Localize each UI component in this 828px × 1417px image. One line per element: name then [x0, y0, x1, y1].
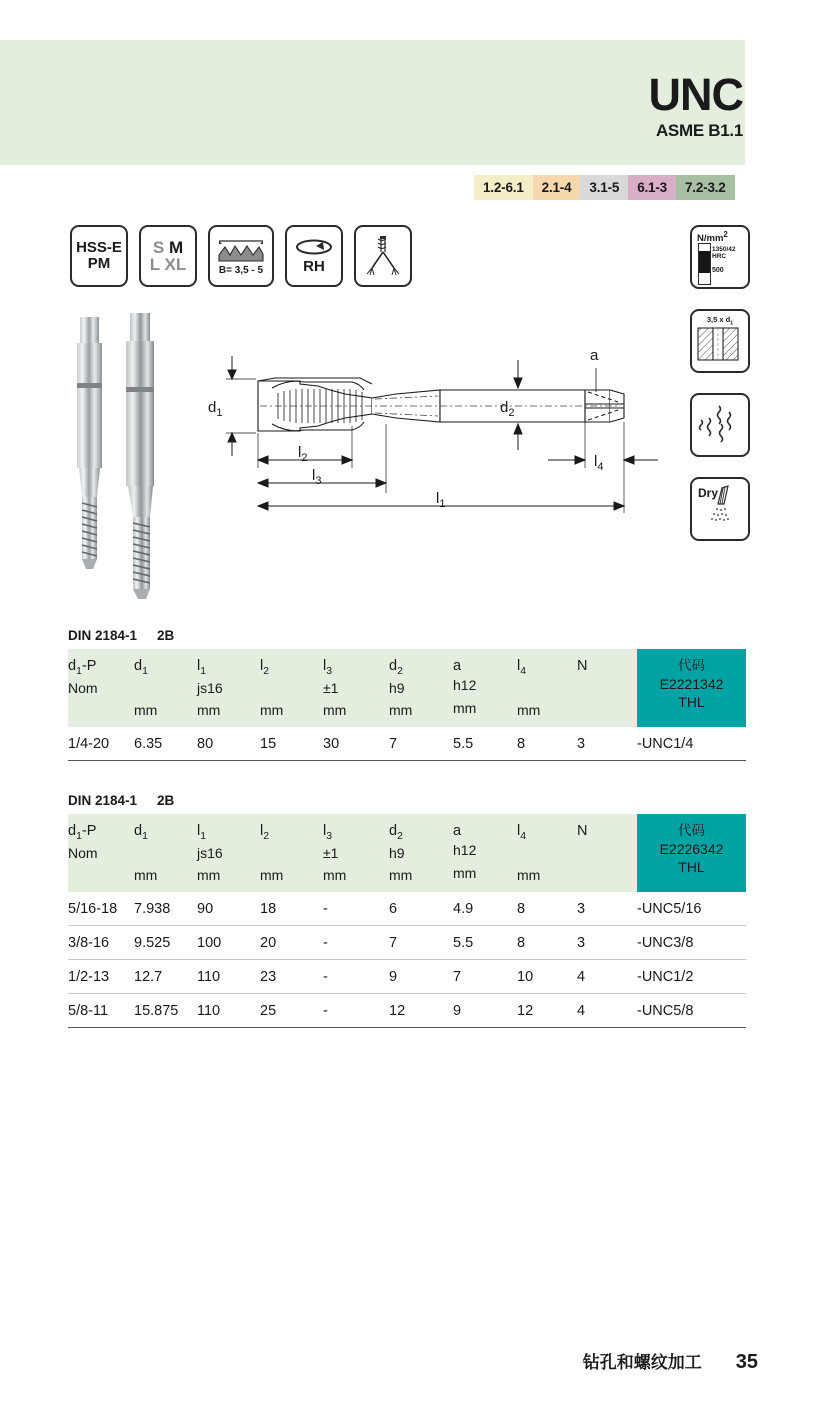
dry-spray-graphic	[710, 484, 744, 528]
size-range-icon	[139, 225, 197, 287]
tap-left	[77, 317, 102, 569]
footer-page-number: 35	[735, 1351, 758, 1373]
label-d2: $d_2$	[500, 399, 515, 419]
cell-r3-c7: 12	[517, 993, 577, 1027]
cell-r0-c0: 1/4-20	[68, 727, 134, 761]
rotation-arrow-graphic	[293, 237, 335, 257]
cell-r0-c8: 3	[577, 892, 637, 926]
material-group-chips	[474, 175, 735, 200]
table-row	[68, 727, 746, 761]
table-row	[68, 892, 746, 926]
cell-r1-c0: 3/8-16	[68, 925, 134, 959]
material-chip-4: 7.2-3.2	[676, 175, 735, 200]
spec-table-2-wrap	[68, 793, 746, 1028]
cell-r0-c9: -UNC5/16	[637, 892, 746, 926]
cell-r0-c2: 90	[197, 892, 260, 926]
table-row	[68, 925, 746, 959]
cell-r1-c4: -	[323, 925, 389, 959]
table-2-col-2: $l_1$ js16 mm	[197, 814, 260, 892]
cell-r0-c7: 8	[517, 727, 577, 761]
chamfer-label: B= 3,5 - 5	[218, 264, 264, 276]
cell-r3-c8: 4	[577, 993, 637, 1027]
cell-r0-c9: -UNC1/4	[637, 727, 746, 761]
cell-r1-c6: 5.5	[453, 925, 517, 959]
label-l1: $l_1$	[436, 490, 446, 510]
material-chip-2: 3.1-5	[580, 175, 628, 200]
chips-graphic	[697, 402, 743, 446]
cell-r0-c3: 15	[260, 727, 323, 761]
cell-r3-c6: 9	[453, 993, 517, 1027]
hole-depth-sub: 1	[730, 320, 734, 327]
cell-r0-c3: 18	[260, 892, 323, 926]
hss-line2: PM	[87, 255, 111, 272]
cell-r1-c3: 20	[260, 925, 323, 959]
cell-r3-c5: 12	[389, 993, 453, 1027]
cell-r0-c5: 6	[389, 892, 453, 926]
flute-form-graphic	[364, 234, 402, 278]
label-l3: $l_3$	[312, 467, 322, 487]
feature-icon-row	[70, 225, 412, 287]
cell-r1-c1: 9.525	[134, 925, 197, 959]
table-1-col-2: $l_1$ js16 mm	[197, 649, 260, 727]
label-d1: $d_1$	[208, 399, 223, 419]
table-1-col-1: $d_1$ mm	[134, 649, 197, 727]
cell-r3-c1: 15.875	[134, 993, 197, 1027]
hss-line1: HSS-E	[76, 238, 122, 256]
cell-r0-c4: 30	[323, 727, 389, 761]
page-subtitle: ASME B1.1	[655, 121, 743, 140]
coolant-label: Dry	[698, 486, 719, 500]
table-2-code-header: 代码 E2226342 THL	[637, 814, 746, 892]
cell-r2-c5: 9	[389, 959, 453, 993]
hardness-upper-label: 1350/42 HRC	[712, 246, 736, 260]
hole-depth-label: 3,5 x d	[706, 315, 731, 324]
cell-r1-c2: 100	[197, 925, 260, 959]
cell-r2-c2: 110	[197, 959, 260, 993]
cell-r2-c7: 10	[517, 959, 577, 993]
hardness-unit-exp: 2	[723, 230, 728, 239]
label-a: a	[590, 347, 599, 364]
material-chip-0: 1.2-6.1	[474, 175, 533, 200]
hardness-bar	[698, 243, 711, 285]
page-footer	[0, 1348, 828, 1374]
cell-r0-c4: -	[323, 892, 389, 926]
spec-table-2	[68, 814, 746, 1028]
table-1-body	[68, 727, 746, 761]
cell-r1-c9: -UNC3/8	[637, 925, 746, 959]
chamfer-profile-graphic	[216, 237, 266, 263]
size-l: L	[149, 255, 160, 274]
table-1-header-row	[68, 649, 746, 727]
cell-r3-c2: 110	[197, 993, 260, 1027]
table-1-class: 2B	[157, 628, 175, 643]
table-1-standard-name: DIN 2184-1	[68, 628, 138, 643]
cell-r0-c2: 80	[197, 727, 260, 761]
table-1-col-3: $l_2$ mm	[260, 649, 323, 727]
label-l2: $l_2$	[298, 444, 308, 464]
cell-r3-c9: -UNC5/8	[637, 993, 746, 1027]
cell-r3-c4: -	[323, 993, 389, 1027]
table-1-code-header: 代码 E2221342 THL	[637, 649, 746, 727]
size-m: M	[168, 238, 184, 257]
cell-r0-c1: 6.35	[134, 727, 197, 761]
material-chip-3: 6.1-3	[628, 175, 676, 200]
hardness-unit: N/mm	[697, 233, 724, 245]
table-2-header-row	[68, 814, 746, 892]
cell-r1-c8: 3	[577, 925, 637, 959]
hole-depth-icon	[690, 309, 750, 373]
table-1-col-4: $l_3$ ±1 mm	[323, 649, 389, 727]
cell-r0-c6: 5.5	[453, 727, 517, 761]
chip-form-icon	[690, 393, 750, 457]
cell-r2-c9: -UNC1/2	[637, 959, 746, 993]
table-2-class: 2B	[157, 793, 175, 808]
cell-r1-c5: 7	[389, 925, 453, 959]
rotation-label: RH	[303, 258, 325, 275]
flute-form-icon	[354, 225, 412, 287]
table-2-col-8: N	[577, 814, 637, 892]
table-row	[68, 993, 746, 1027]
cell-r0-c0: 5/16-18	[68, 892, 134, 926]
coolant-dry-icon	[690, 477, 750, 541]
cell-r3-c3: 25	[260, 993, 323, 1027]
table-1-col-8: N	[577, 649, 637, 727]
cell-r2-c1: 12.7	[134, 959, 197, 993]
tap-right	[126, 313, 154, 599]
cell-r2-c0: 1/2-13	[68, 959, 134, 993]
table-1-standard	[68, 628, 746, 643]
cell-r0-c1: 7.938	[134, 892, 197, 926]
table-1-col-7: $l_4$ mm	[517, 649, 577, 727]
hardness-range-icon	[690, 225, 750, 289]
table-2-col-5: $d_2$ h9 mm	[389, 814, 453, 892]
cell-r0-c5: 7	[389, 727, 453, 761]
label-l4: $l_4$	[594, 453, 604, 473]
page-title: UNC	[648, 69, 743, 120]
side-icon-column	[690, 225, 750, 541]
hardness-lower-label: 500	[712, 267, 724, 274]
cell-r0-c7: 8	[517, 892, 577, 926]
cell-r2-c6: 7	[453, 959, 517, 993]
material-hss-e-pm-icon	[70, 225, 128, 287]
rotation-right-hand-icon	[285, 225, 343, 287]
table-2-standard	[68, 793, 746, 808]
table-row	[68, 959, 746, 993]
table-1-col-0: $d_1-P$ Nom	[68, 649, 134, 727]
technical-drawing	[200, 338, 660, 523]
blind-hole-graphic	[696, 326, 742, 364]
size-xl: XL	[164, 255, 187, 274]
size-s: S	[152, 238, 165, 257]
table-2-col-1: $d_1$ mm	[134, 814, 197, 892]
cell-r1-c7: 8	[517, 925, 577, 959]
spec-table-1-wrap	[68, 628, 746, 761]
table-2-col-3: $l_2$ mm	[260, 814, 323, 892]
hardness-bar-fill	[699, 251, 710, 273]
material-chip-1: 2.1-4	[533, 175, 581, 200]
cell-r0-c6: 4.9	[453, 892, 517, 926]
table-1-col-6: a h12 mm	[453, 649, 517, 727]
cell-r2-c3: 23	[260, 959, 323, 993]
footer-section: 钻孔和螺纹加工	[582, 1353, 702, 1372]
cell-r3-c0: 5/8-11	[68, 993, 134, 1027]
spec-table-1	[68, 649, 746, 761]
header-band	[0, 40, 745, 165]
table-1-col-5: $d_2$ h9 mm	[389, 649, 453, 727]
cell-r0-c8: 3	[577, 727, 637, 761]
table-2-col-7: $l_4$ mm	[517, 814, 577, 892]
table-2-col-0: $d_1-P$ Nom	[68, 814, 134, 892]
table-2-body	[68, 892, 746, 1028]
table-2-col-4: $l_3$ ±1 mm	[323, 814, 389, 892]
product-photo	[62, 305, 177, 605]
chamfer-profile-icon	[208, 225, 274, 287]
table-2-standard-name: DIN 2184-1	[68, 793, 138, 808]
table-2-col-6: a h12 mm	[453, 814, 517, 892]
cell-r2-c4: -	[323, 959, 389, 993]
cell-r2-c8: 4	[577, 959, 637, 993]
